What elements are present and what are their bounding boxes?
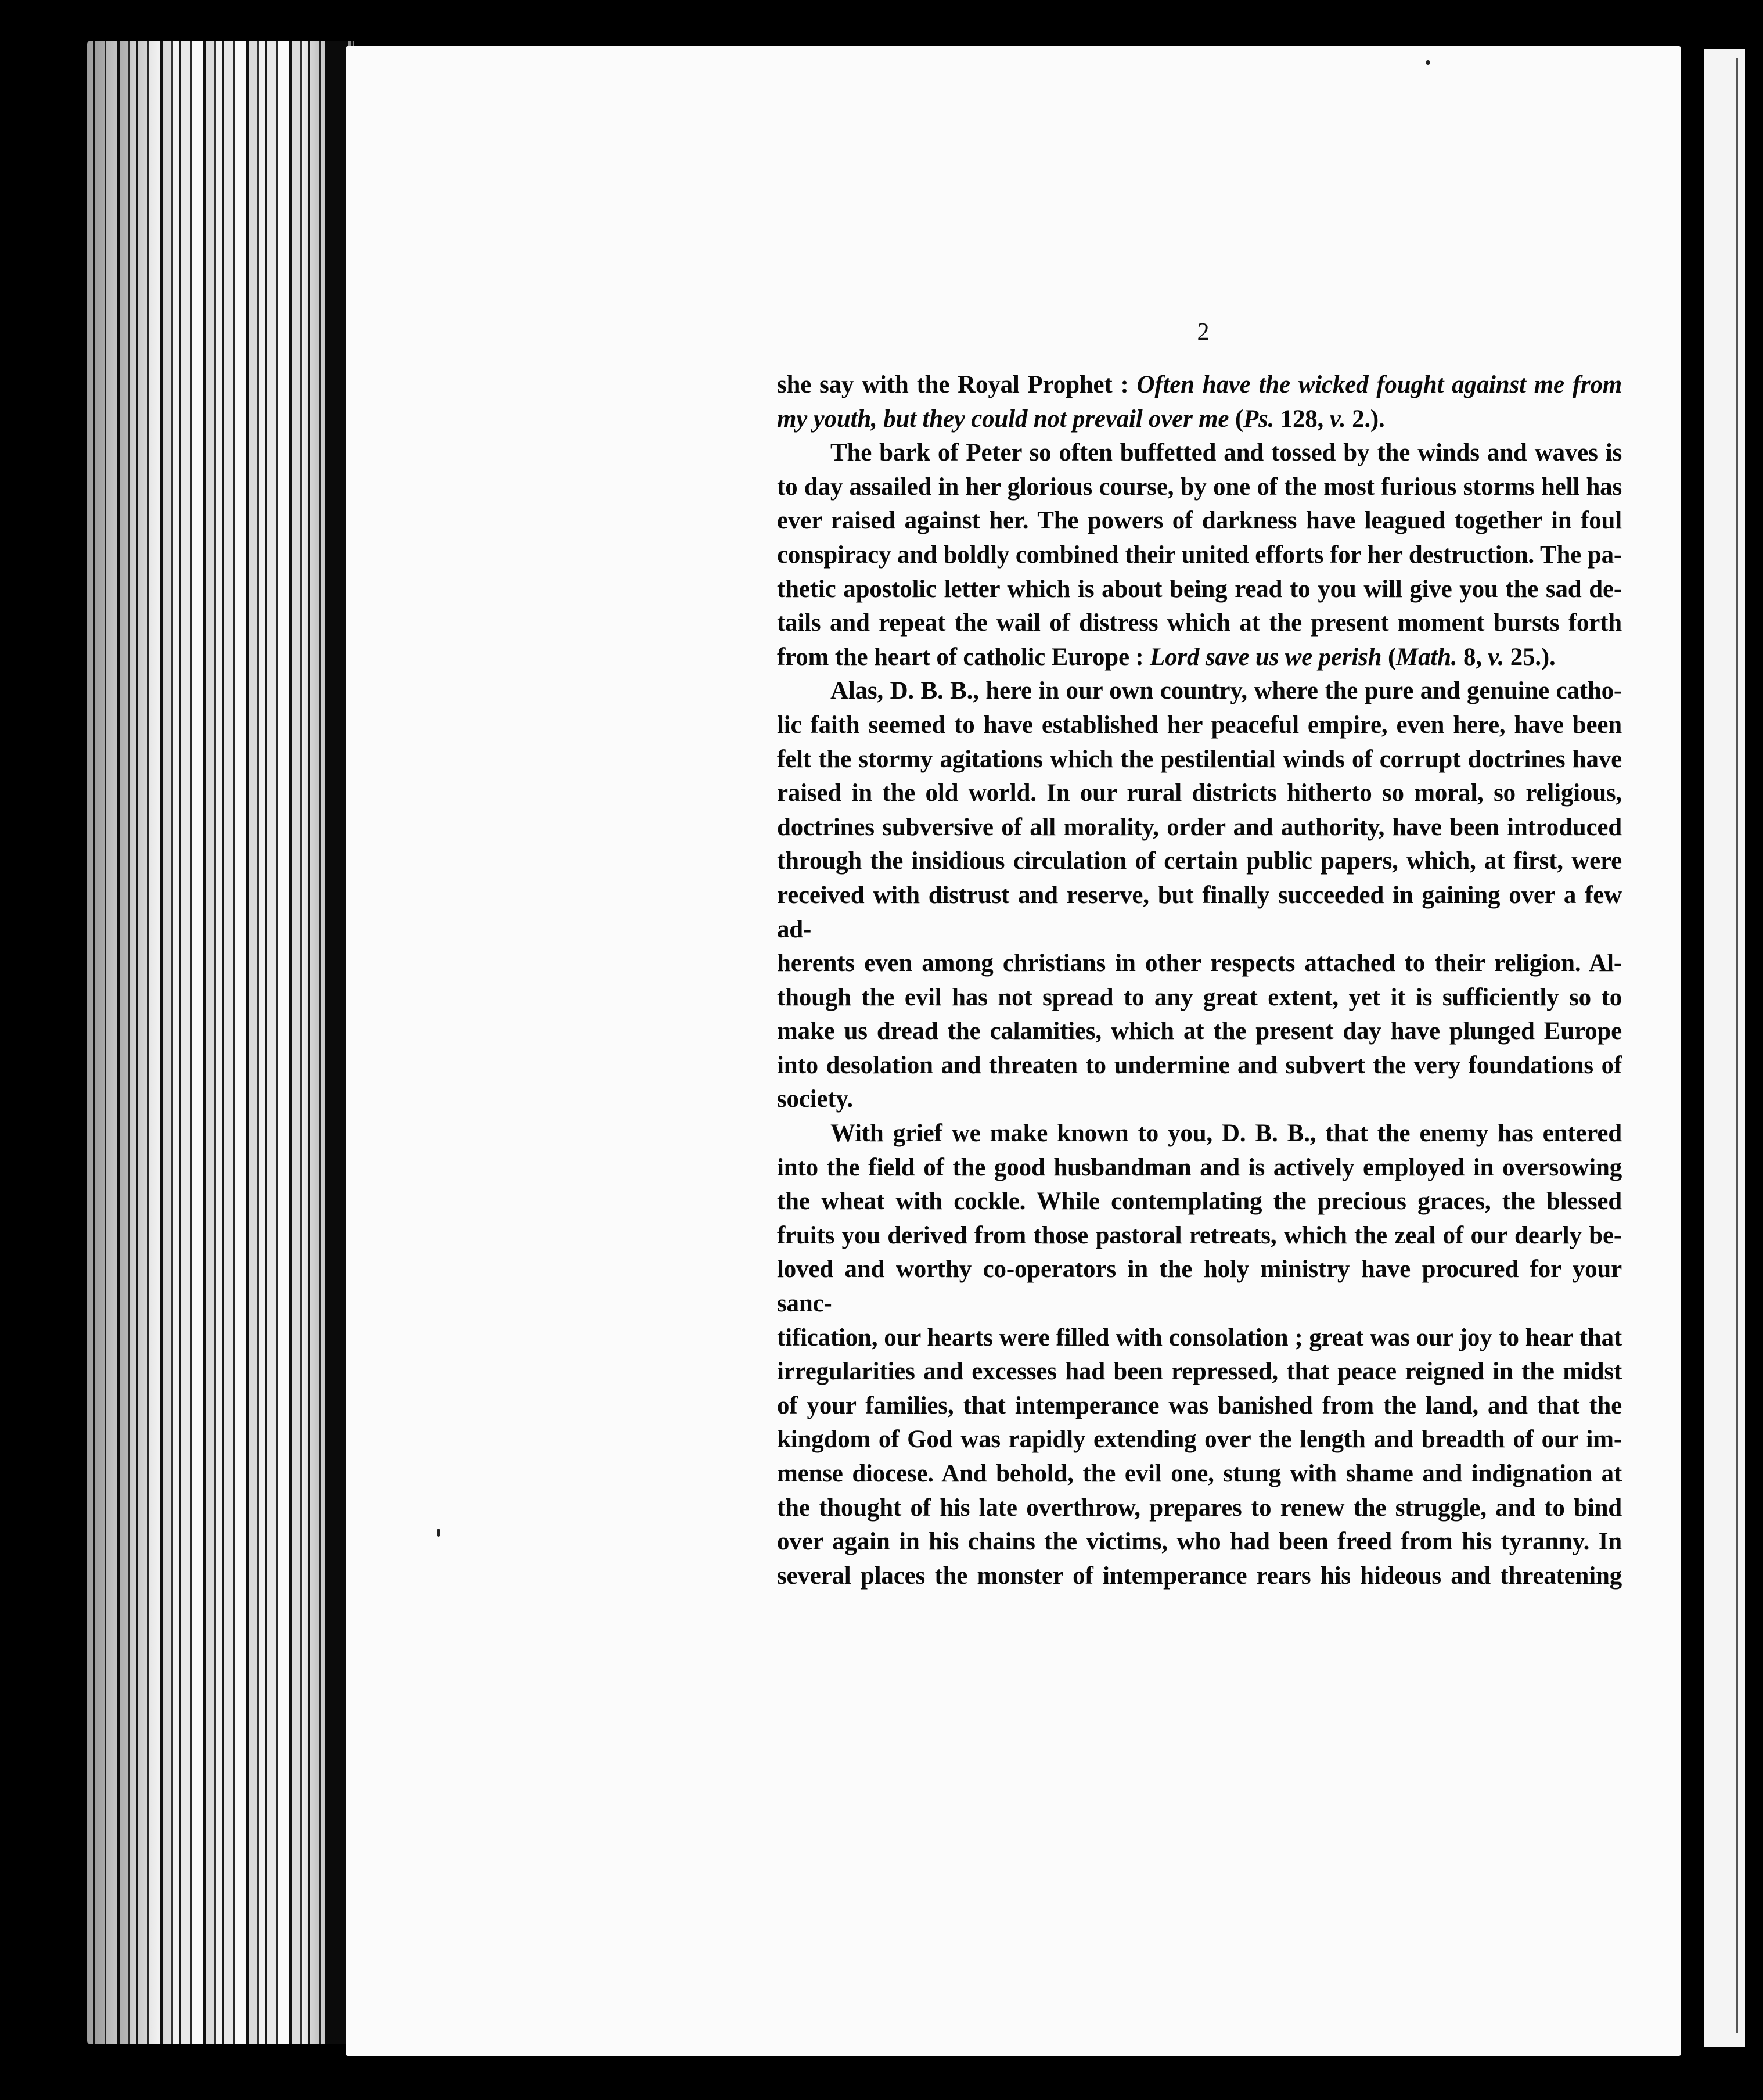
facing-page-edge [1704, 49, 1745, 2047]
text-line [777, 1423, 1622, 1457]
page-edges-shadow [87, 41, 354, 2044]
text-segment: to day assailed in her glorious course, by one of the most furious storms hell has [777, 473, 1622, 501]
text-segment: through the insidious circulation of certain public papers, which, at first, were [777, 847, 1622, 875]
text-line [777, 743, 1622, 777]
scan-speck [437, 1529, 440, 1537]
italic-text-segment: v. [1488, 643, 1505, 671]
text-line [777, 947, 1622, 981]
text-line [777, 811, 1622, 845]
text-line [777, 1117, 1622, 1151]
gutter-shadow [325, 41, 348, 2044]
text-line [777, 709, 1622, 743]
italic-text-segment: Math. [1396, 643, 1458, 671]
text-segment: into desolation and threaten to undermine and subvert the very foundations of [777, 1051, 1622, 1079]
italic-text-segment: Ps. [1243, 405, 1275, 433]
text-segment: over again in his chains the victims, who had been freed from his tyranny. In [777, 1528, 1622, 1556]
text-segment: irregularities and excesses had been repressed, that peace reigned in the midst [777, 1358, 1622, 1386]
text-segment: felt the stormy agitations which the pestilential winds of corrupt doctrines have [777, 745, 1622, 773]
text-segment: thetic apostolic letter which is about being read to you will give you the sad de- [777, 575, 1622, 603]
text-segment: With grief we make known to you, D. B. B., that the enemy has entered [830, 1120, 1622, 1148]
text-line [777, 1219, 1622, 1253]
text-segment: kingdom of God was rapidly extending over the length and breadth of our im- [777, 1426, 1622, 1454]
text-line [777, 674, 1622, 709]
text-segment: mense diocese. And behold, the evil one, stung with shame and indignation at [777, 1460, 1622, 1487]
text-segment: received with distrust and reserve, but finally succeeded in gaining over a few ad- [777, 881, 1622, 943]
page-number: 2 [1197, 319, 1210, 346]
text-line [777, 1253, 1622, 1321]
text-line [777, 776, 1622, 811]
text-line [777, 1491, 1622, 1526]
text-line [777, 879, 1622, 947]
italic-text-segment: my youth, but they could not prevail over me [777, 405, 1229, 433]
text-segment: Alas, D. B. B., here in our own country, where the pure and genuine catho- [830, 677, 1622, 705]
text-segment: 25.). [1504, 643, 1556, 671]
text-line [777, 641, 1622, 675]
text-segment: several places the monster of intemperance rears his hideous and threatening [777, 1562, 1622, 1590]
italic-text-segment: Lord save us we perish [1150, 643, 1382, 671]
text-line [777, 436, 1622, 470]
scan-speck [1426, 60, 1430, 65]
text-line [777, 538, 1622, 573]
text-line [777, 1389, 1622, 1423]
text-line [777, 1525, 1622, 1559]
text-segment: make us dread the calamities, which at the present day have plunged Europe [777, 1017, 1622, 1045]
text-segment: the wheat with cockle. While contemplating the precious graces, the blessed [777, 1188, 1622, 1216]
text-segment: raised in the old world. In our rural districts hitherto so moral, so religious, [777, 779, 1622, 807]
text-line [777, 1151, 1622, 1185]
text-segment: 8, [1457, 643, 1488, 671]
text-segment: ( [1381, 643, 1397, 671]
text-line [777, 1185, 1622, 1219]
text-segment: lic faith seemed to have established her peaceful empire, even here, have been [777, 711, 1622, 739]
text-line [777, 1559, 1622, 1594]
text-line [777, 844, 1622, 879]
text-segment: ( [1229, 405, 1243, 433]
text-segment: doctrines subversive of all morality, order and authority, have been introduced [777, 813, 1622, 841]
text-segment: 2.). [1345, 405, 1385, 433]
text-segment: the thought of his late overthrow, prepares to renew the struggle, and to bind [777, 1494, 1622, 1522]
text-segment: loved and worthy co-operators in the holy ministry have procured for your sanc- [777, 1256, 1622, 1318]
text-segment: fruits you derived from those pastoral retreats, which the zeal of our dearly be- [777, 1221, 1622, 1249]
text-line [777, 1355, 1622, 1389]
text-segment: she say with the Royal Prophet : [777, 371, 1137, 398]
text-segment: ever raised against her. The powers of darkness have leagued together in foul [777, 507, 1622, 535]
text-line [777, 368, 1622, 402]
text-line [777, 470, 1622, 505]
text-segment: of your families, that intemperance was banished from the land, and that the [777, 1391, 1622, 1419]
text-segment: The bark of Peter so often buffetted and tossed by the winds and waves is [830, 439, 1622, 467]
text-line [777, 1015, 1622, 1049]
text-line [777, 573, 1622, 607]
text-line [777, 1321, 1622, 1355]
italic-text-segment: v. [1329, 405, 1346, 433]
text-line [777, 1083, 1622, 1117]
text-line [777, 981, 1622, 1015]
text-line [777, 1457, 1622, 1491]
text-segment: herents even among christians in other respects attached to their religion. Al- [777, 950, 1622, 977]
text-line [777, 504, 1622, 538]
text-segment: society. [777, 1085, 853, 1113]
text-line [777, 606, 1622, 641]
text-segment: 128, [1274, 405, 1330, 433]
facing-page-shadow-line [1736, 58, 1738, 2033]
italic-text-segment: Often have the wicked fought against me from [1136, 371, 1622, 398]
text-line [777, 402, 1622, 437]
text-line [777, 1049, 1622, 1083]
text-segment: into the field of the good husbandman and is actively employed in oversowing [777, 1153, 1622, 1181]
text-segment: from the heart of catholic Europe : [777, 643, 1150, 671]
text-segment: though the evil has not spread to any great extent, yet it is sufficiently so to [777, 983, 1622, 1011]
text-segment: conspiracy and boldly combined their united efforts for her destruction. The pa- [777, 541, 1622, 569]
text-segment: tification, our hearts were filled with consolation ; great was our joy to hear that [777, 1324, 1622, 1351]
body-text [777, 368, 1622, 1593]
text-segment: tails and repeat the wail of distress which at the present moment bursts forth [777, 609, 1622, 637]
